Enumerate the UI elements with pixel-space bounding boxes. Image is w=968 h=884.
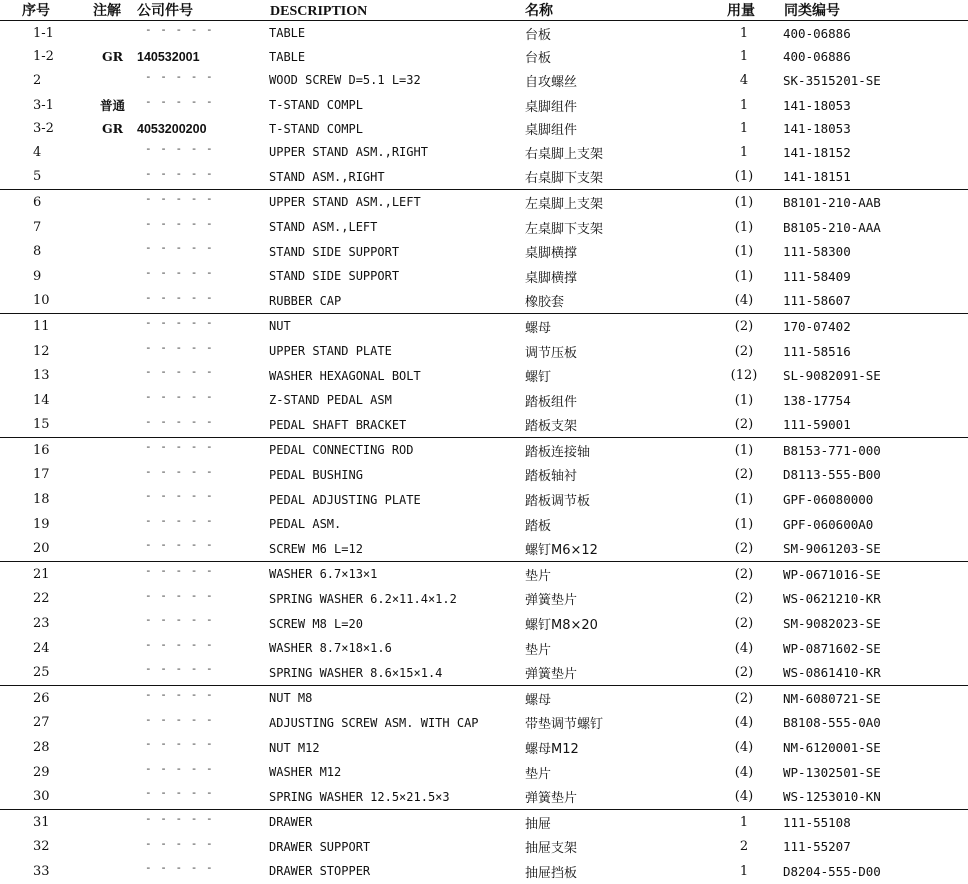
row-quantity: 1 (739, 814, 749, 830)
row-number: 31 (33, 814, 50, 830)
row-reference-no: 138-17754 (783, 392, 851, 408)
row-reference-no: 111-55108 (783, 814, 851, 830)
row-description: UPPER STAND ASM.,RIGHT (269, 145, 428, 160)
row-part-code: - - - - - (145, 712, 214, 726)
row-quantity: 1 (739, 25, 749, 41)
table-row (0, 413, 968, 438)
row-reference-no: SK-3515201-SE (783, 72, 881, 88)
row-note (90, 760, 135, 785)
table-row (0, 190, 968, 215)
table-body (0, 21, 968, 884)
row-part-code: - - - - - (135, 536, 265, 561)
row-note (90, 711, 135, 736)
table-row (0, 859, 968, 884)
row-reference-no: WS-0621210-KR (783, 591, 881, 607)
header-row (0, 0, 968, 21)
table-row (0, 46, 968, 69)
row-number: 1-2 (33, 49, 54, 65)
row-reference-no: WS-0861410-KR (783, 660, 968, 685)
row-part-code: - - - - - (145, 241, 214, 255)
row-note (90, 784, 135, 809)
row-description: STAND ASM.,RIGHT (265, 165, 525, 190)
row-note (90, 512, 135, 537)
row-name: 螺母 (525, 320, 552, 336)
row-name: 踏板调节板 (525, 494, 591, 510)
row-number: 1-1 (33, 25, 54, 41)
row-quantity: 4 (739, 72, 749, 88)
row-quantity: (2) (705, 413, 783, 438)
row-name: 调节压板 (525, 345, 578, 361)
row-quantity: (2) (734, 616, 754, 632)
row-description: SPRING WASHER 6.2×11.4×1.2 (269, 591, 457, 606)
table-row (0, 463, 968, 488)
row-quantity: 1 (739, 97, 749, 113)
row-part-code: - - - - - (145, 513, 214, 527)
row-note: 普通 (99, 98, 125, 114)
row-name: 台板 (525, 51, 552, 67)
row-reference-no: NM-6120001-SE (783, 740, 881, 756)
row-quantity: (1) (734, 219, 754, 235)
row-name: 弹簧垫片 (525, 660, 705, 685)
row-name: 垫片 (525, 642, 552, 658)
row-note (90, 735, 135, 760)
row-quantity: 2 (739, 839, 749, 855)
row-note (90, 611, 135, 636)
row-reference-no: 141-18151 (783, 165, 968, 190)
row-reference-no: NM-6080721-SE (783, 690, 881, 706)
row-reference-no: 141-18053 (783, 97, 851, 113)
row-quantity: (1) (734, 392, 754, 408)
row-quantity: 1 (739, 121, 749, 137)
table-header (0, 0, 968, 21)
row-note (90, 487, 135, 512)
row-number: 19 (33, 516, 50, 532)
row-name: 自攻螺丝 (525, 74, 578, 90)
row-quantity: (12) (730, 368, 758, 384)
row-description: NUT M8 (269, 691, 313, 706)
row-number: 2 (33, 72, 42, 88)
row-part-code: - - - - - (135, 660, 265, 685)
row-part-code: - - - - - (145, 737, 214, 751)
row-reference-no: B8105-210-AAA (783, 219, 881, 235)
row-description: TABLE (269, 49, 306, 64)
table-row (0, 487, 968, 512)
row-reference-no: B8153-771-000 (783, 442, 881, 458)
row-quantity: (1) (734, 194, 754, 210)
row-name: 桌脚横撑 (525, 270, 578, 286)
row-note (90, 21, 135, 46)
header-note: 注解 (90, 0, 135, 21)
row-reference-no: 141-18152 (783, 144, 851, 160)
row-quantity: 1 (739, 144, 749, 160)
row-number: 18 (33, 492, 50, 508)
row-number: 10 (0, 289, 90, 314)
table-row (0, 760, 968, 785)
row-quantity: (1) (734, 442, 754, 458)
row-part-code: - - - - - (145, 340, 214, 354)
table-row (0, 660, 968, 685)
row-reference-no: 111-58409 (783, 268, 851, 284)
row-description: PEDAL ASM. (269, 517, 342, 532)
row-description: ADJUSTING SCREW ASM. WITH CAP (269, 715, 479, 730)
row-reference-no: 111-58516 (783, 343, 851, 359)
row-number: 6 (33, 194, 42, 210)
row-note (90, 859, 135, 884)
table-row (0, 68, 968, 93)
row-name: 螺钉 (525, 370, 552, 386)
row-number: 28 (33, 740, 50, 756)
row-note (90, 587, 135, 612)
row-quantity: 1 (739, 863, 749, 879)
row-number: 27 (33, 715, 50, 731)
row-part-code: - - - - - (145, 464, 214, 478)
row-description: UPPER STAND PLATE (269, 344, 392, 359)
row-note (90, 339, 135, 364)
row-quantity: (4) (705, 289, 783, 314)
row-reference-no: D8113-555-B00 (783, 467, 881, 483)
header-name: 名称 (525, 0, 705, 21)
row-name: 踏板组件 (525, 394, 578, 410)
row-name: 带垫调节螺钉 (525, 717, 604, 733)
row-name: 螺钉M6×12 (525, 536, 705, 561)
row-description: DRAWER STOPPER (269, 864, 371, 879)
row-number: 24 (33, 640, 50, 656)
row-name: 螺钉M8×20 (525, 618, 598, 634)
row-description: Z-STAND PEDAL ASM (269, 393, 392, 408)
row-quantity: (1) (734, 268, 754, 284)
row-number: 8 (33, 244, 42, 260)
row-description: PEDAL ADJUSTING PLATE (269, 492, 421, 507)
table-row (0, 711, 968, 736)
row-description: T-STAND COMPL (269, 121, 363, 136)
row-part-code: - - - - - (135, 289, 265, 314)
row-note (90, 413, 135, 438)
row-reference-no: SL-9082091-SE (783, 368, 881, 384)
row-number: 3-1 (33, 97, 54, 113)
table-row (0, 562, 968, 587)
row-note: GR (101, 121, 124, 137)
row-note (90, 289, 135, 314)
row-quantity: (1) (705, 165, 783, 190)
row-name: 桌脚组件 (525, 123, 578, 139)
row-description: SPRING WASHER 8.6×15×1.4 (265, 660, 525, 685)
table-row (0, 512, 968, 537)
row-description: NUT M12 (269, 740, 320, 755)
row-name: 踏板支架 (525, 413, 705, 438)
row-number: 22 (33, 591, 50, 607)
header-quantity: 用量 (705, 0, 783, 21)
row-quantity: (2) (734, 467, 754, 483)
row-part-code: - - - - - (145, 141, 214, 155)
row-reference-no: 141-18053 (783, 121, 851, 137)
row-reference-no: 400-06886 (783, 25, 851, 41)
row-note (90, 314, 135, 339)
row-number: 29 (33, 764, 50, 780)
row-number: 11 (33, 318, 50, 334)
row-quantity: (4) (734, 764, 754, 780)
row-note (90, 165, 135, 190)
table-row (0, 117, 968, 140)
header-description: DESCRIPTION (265, 0, 525, 21)
row-quantity: (2) (734, 566, 754, 582)
row-name: 右桌脚下支架 (525, 165, 705, 190)
header-no: 序号 (0, 0, 90, 21)
row-part-code: 4053200200 (137, 121, 207, 136)
row-note (90, 264, 135, 289)
row-note (90, 562, 135, 587)
row-part-code: - - - - - (145, 192, 214, 206)
row-number: 12 (33, 343, 50, 359)
row-reference-no: WP-0671016-SE (783, 566, 881, 582)
row-reference-no: 170-07402 (783, 318, 851, 334)
row-number: 13 (33, 368, 50, 384)
row-quantity: (4) (734, 640, 754, 656)
table-row (0, 388, 968, 413)
table-row (0, 784, 968, 809)
row-part-code: - - - - - (145, 812, 214, 825)
row-part-code: - - - - - (145, 637, 214, 651)
table-row (0, 438, 968, 463)
row-note (90, 810, 135, 835)
header-part-code: 公司件号 (135, 0, 265, 21)
row-note (90, 636, 135, 661)
row-number: 3-2 (33, 121, 54, 137)
row-description: DRAWER (269, 815, 313, 830)
row-quantity: 1 (739, 49, 749, 65)
row-description: UPPER STAND ASM.,LEFT (269, 195, 421, 210)
row-part-code: - - - - - (145, 588, 214, 602)
row-number: 26 (33, 690, 50, 706)
row-reference-no: 111-59001 (783, 413, 968, 438)
row-description: SCREW M8 L=20 (269, 616, 363, 631)
row-reference-no: 111-58607 (783, 289, 968, 314)
row-name: 左桌脚下支架 (525, 221, 604, 237)
table-row (0, 611, 968, 636)
table-row (0, 587, 968, 612)
row-number: 16 (33, 442, 50, 458)
row-description: PEDAL SHAFT BRACKET (265, 413, 525, 438)
row-part-code: - - - - - (145, 440, 214, 454)
row-name: 踏板连接轴 (525, 444, 591, 460)
row-description: WASHER M12 (269, 765, 342, 780)
row-part-code: - - - - - (145, 365, 214, 379)
row-quantity: (2) (705, 660, 783, 685)
row-description: TABLE (269, 26, 306, 41)
row-name: 桌脚组件 (525, 99, 578, 115)
row-reference-no: GPF-060600A0 (783, 516, 874, 532)
row-description: PEDAL CONNECTING ROD (269, 443, 414, 458)
row-part-code: - - - - - (145, 688, 214, 702)
row-part-code: - - - - - (145, 23, 214, 36)
row-note (90, 190, 135, 215)
row-quantity: (1) (734, 492, 754, 508)
row-quantity: (2) (734, 591, 754, 607)
row-description: WASHER 6.7×13×1 (269, 567, 378, 582)
row-reference-no: WP-0871602-SE (783, 640, 881, 656)
row-part-code: - - - - - (135, 413, 265, 438)
row-note (90, 660, 135, 685)
row-reference-no: GPF-06080000 (783, 492, 874, 508)
row-reference-no: WS-1253010-KN (783, 784, 968, 809)
row-name: 抽屉支架 (525, 841, 578, 857)
row-number: 23 (33, 616, 50, 632)
row-description: RUBBER CAP (265, 289, 525, 314)
table-row (0, 363, 968, 388)
row-name: 右桌脚上支架 (525, 146, 604, 162)
row-quantity: (2) (705, 536, 783, 561)
row-quantity: (2) (734, 343, 754, 359)
row-name: 抽屉挡板 (525, 865, 578, 881)
row-description: T-STAND COMPL (269, 98, 363, 113)
row-reference-no: 111-55207 (783, 839, 851, 855)
row-number: 25 (0, 660, 90, 685)
row-quantity: (4) (734, 740, 754, 756)
table-row (0, 810, 968, 835)
row-note (90, 438, 135, 463)
table-row (0, 339, 968, 364)
row-quantity: (1) (734, 244, 754, 260)
row-description: SCREW M6 L=12 (265, 536, 525, 561)
row-number: 9 (33, 268, 42, 284)
row-number: 17 (33, 467, 50, 483)
table-row (0, 735, 968, 760)
row-note: GR (101, 49, 124, 65)
row-name: 台板 (525, 27, 552, 43)
row-reference-no: SM-9082023-SE (783, 616, 881, 632)
table-row (0, 21, 968, 46)
row-note (90, 463, 135, 488)
row-note (90, 140, 135, 165)
table-row (0, 165, 968, 190)
row-note (90, 215, 135, 240)
row-part-code: - - - - - (145, 564, 214, 578)
row-name: 螺母M12 (525, 742, 579, 758)
row-name: 弹簧垫片 (525, 593, 578, 609)
row-note (90, 239, 135, 264)
row-number: 21 (33, 566, 50, 582)
row-reference-no: SM-9061203-SE (783, 536, 968, 561)
table-row (0, 686, 968, 711)
row-reference-no: D8204-555-D00 (783, 863, 881, 879)
row-part-code: - - - - - (145, 94, 214, 108)
row-name: 左桌脚上支架 (525, 196, 604, 212)
row-reference-no: 400-06886 (783, 49, 851, 65)
table-row (0, 314, 968, 339)
row-quantity: (4) (734, 715, 754, 731)
row-name: 桌脚横撑 (525, 246, 578, 262)
table-row (0, 93, 968, 118)
row-number: 15 (0, 413, 90, 438)
row-note (90, 536, 135, 561)
row-number: 20 (0, 536, 90, 561)
row-part-code: - - - - - (145, 389, 214, 403)
row-description: STAND ASM.,LEFT (269, 220, 378, 235)
header-reference-no: 同类编号 (783, 0, 968, 21)
row-name: 螺母 (525, 692, 552, 708)
row-description: WASHER HEXAGONAL BOLT (269, 368, 421, 383)
row-description: WOOD SCREW D=5.1 L=32 (269, 73, 421, 88)
row-reference-no: B8108-555-0A0 (783, 715, 881, 731)
row-note (90, 686, 135, 711)
row-name: 踏板轴衬 (525, 469, 578, 485)
row-part-code: 140532001 (137, 49, 200, 64)
table-row (0, 289, 968, 314)
row-name: 橡胶套 (525, 289, 705, 314)
row-quantity: (4) (705, 784, 783, 809)
row-part-code: - - - - - (145, 216, 214, 230)
row-description: STAND SIDE SUPPORT (269, 244, 400, 259)
row-part-code: - - - - - (145, 861, 214, 875)
row-name: 垫片 (525, 568, 552, 584)
row-description: DRAWER SUPPORT (269, 839, 371, 854)
row-part-code: - - - - - (135, 165, 265, 190)
row-part-code: - - - - - (145, 761, 214, 775)
row-part-code: - - - - - (145, 265, 214, 279)
row-quantity: (2) (734, 318, 754, 334)
row-quantity: (2) (734, 690, 754, 706)
row-name: 弹簧垫片 (525, 784, 705, 809)
row-reference-no: WP-1302501-SE (783, 764, 881, 780)
row-part-code: - - - - - (145, 70, 214, 84)
table-row (0, 835, 968, 860)
row-description: STAND SIDE SUPPORT (269, 269, 400, 284)
row-reference-no: B8101-210-AAB (783, 194, 881, 210)
row-part-code: - - - - - (135, 784, 265, 809)
row-note (90, 363, 135, 388)
row-name: 垫片 (525, 766, 552, 782)
row-number: 5 (0, 165, 90, 190)
row-note (90, 68, 135, 93)
table-row (0, 215, 968, 240)
row-description: NUT (269, 319, 291, 334)
row-part-code: - - - - - (145, 489, 214, 503)
row-name: 抽屉 (525, 816, 552, 832)
row-number: 14 (33, 392, 50, 408)
table-row (0, 140, 968, 165)
row-number: 4 (33, 144, 42, 160)
row-description: SPRING WASHER 12.5×21.5×3 (265, 784, 525, 809)
row-description: PEDAL BUSHING (269, 467, 363, 482)
row-description: WASHER 8.7×18×1.6 (269, 641, 392, 656)
row-part-code: - - - - - (145, 316, 214, 330)
row-part-code: - - - - - (145, 613, 214, 627)
row-number: 30 (0, 784, 90, 809)
table-row (0, 636, 968, 661)
row-note (90, 388, 135, 413)
row-number: 33 (33, 863, 50, 879)
row-quantity: (1) (734, 516, 754, 532)
row-reference-no: 111-58300 (783, 244, 851, 260)
table-row (0, 239, 968, 264)
row-name: 踏板 (525, 518, 552, 534)
row-note (90, 835, 135, 860)
table-row (0, 536, 968, 561)
row-number: 32 (33, 839, 50, 855)
table-row (0, 264, 968, 289)
row-number: 7 (33, 219, 42, 235)
row-part-code: - - - - - (145, 836, 214, 850)
